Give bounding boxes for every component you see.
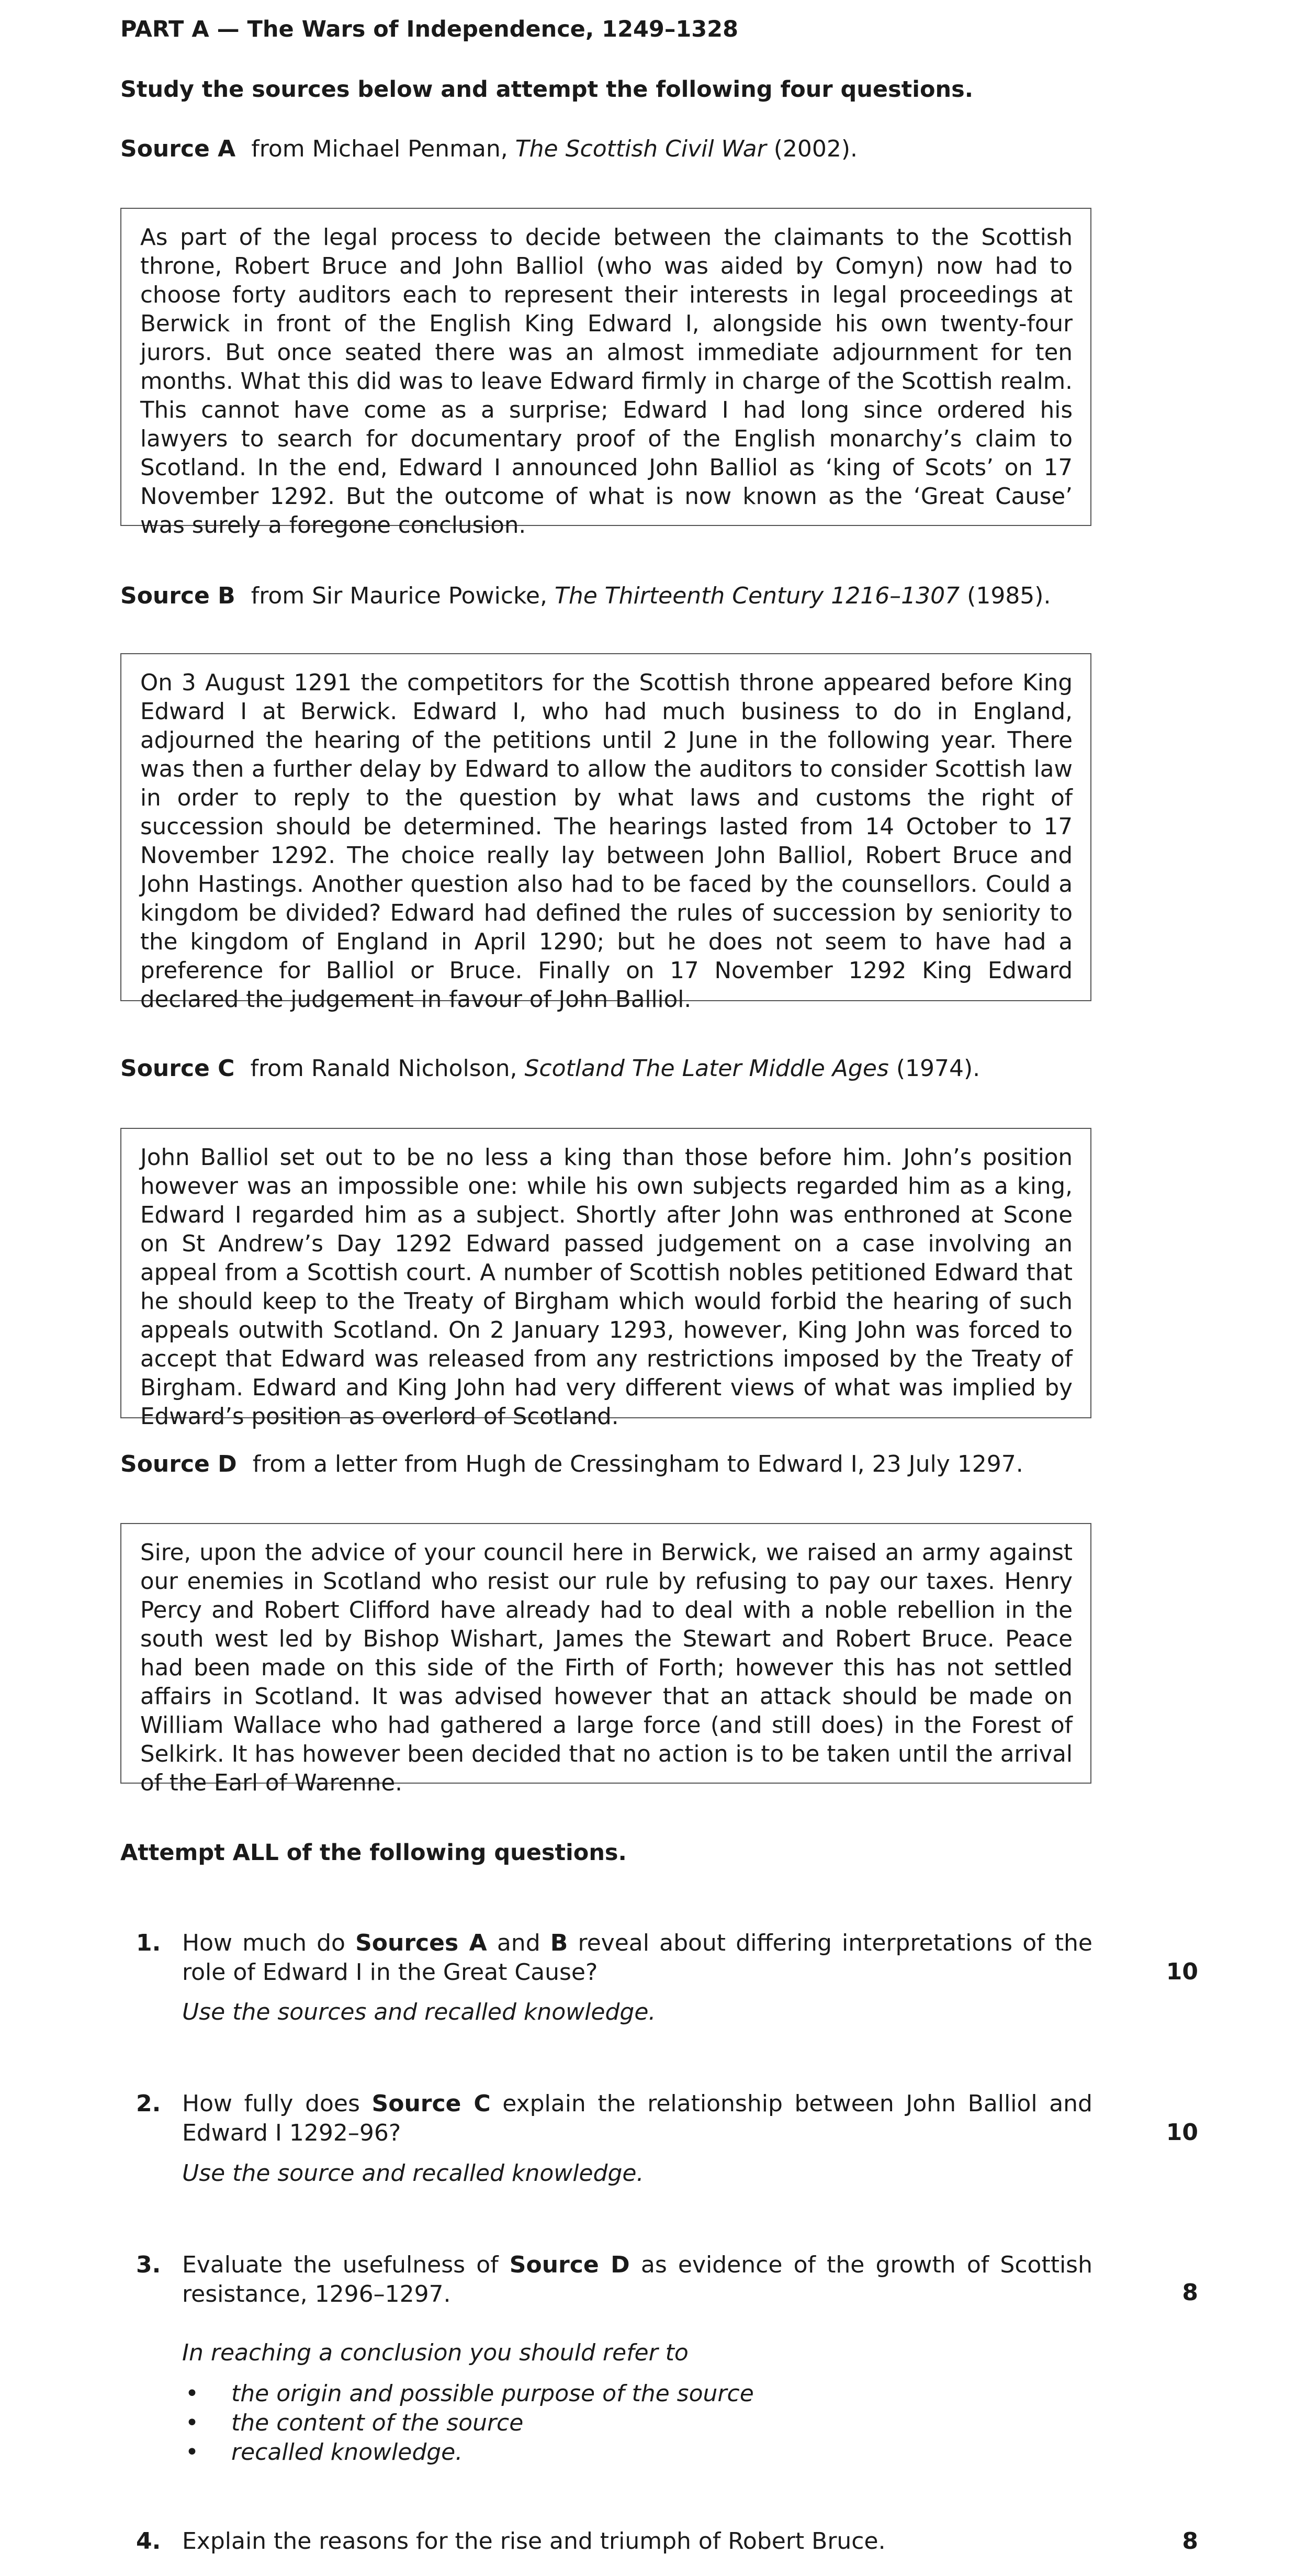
source-label: Source B: [120, 583, 235, 609]
question-1-marks: 10: [1166, 1958, 1198, 1985]
source-from: from a letter from Hugh de Cressingham to Edward I, 23 July 1297.: [252, 1451, 1023, 1477]
source-from: from Michael Penman,: [251, 136, 515, 162]
source-b-citation: [120, 581, 1051, 611]
bullet-dot: •: [185, 2439, 199, 2466]
question-3-text: Evaluate the usefulness of Source D as evidence of the growth of Scottish resistance, 1296–1297.: [182, 2252, 1092, 2308]
question-3-number: 3.: [136, 2252, 161, 2278]
question-1-text: How much do Sources A and B reveal about differing interpretations of the role of Edward I in the Great Cause?: [182, 1930, 1092, 1986]
question-3-marks: 8: [1182, 2279, 1198, 2306]
question-1-note: Use the sources and recalled knowledge.: [182, 1999, 656, 2025]
question-4-text: Explain the reasons for the rise and triumph of Robert Bruce.: [182, 2528, 886, 2555]
source-b-text: On 3 August 1291 the competitors for the Scottish throne appeared before King Edward I at Berwick. Edward I, who had much business to do in England, adjourned the hearing of the petitions until 2 June in the following year. There was then a further delay by Edward to allow the auditors to consider Scottish law in order to reply to the question by what laws and customs the right of succession should be determined. The hearings lasted from 14 October to 17 November 1292. The choice really lay between John Balliol, Robert Bruce and John Hastings. Another question also had to be faced by the counsellors. Could a kingdom be divided? Edward had defined the rules of succession by seniority to the kingdom of England in April 1290; but he does not seem to have had a preference for Balliol or Bruce. Finally on 17 November 1292 King Edward declared the judgement in favour of John Balliol.: [140, 670, 1073, 1013]
source-d-text: Sire, upon the advice of your council here in Berwick, we raised an army against our enemies in Scotland who resist our rule by refusing to pay our taxes. Henry Percy and Robert Clifford have already had to deal with a noble rebellion in the south west led by Bishop Wishart, James the Stewart and Robert Bruce. Peace had been made on this side of the Firth of Forth; however this has not settled affairs in Scotland. It was advised however that an attack should be made on William Wallace who had gathered a large force (and still does) in the Forest of Selkirk. It has however been decided that no action is to be taken until the arrival of the Earl of Warenne.: [140, 1540, 1073, 1796]
source-label: Source A: [120, 136, 236, 162]
source-book: Scotland The Later Middle Ages: [524, 1055, 889, 1082]
source-a-citation: [120, 135, 858, 164]
question-4-marks: 8: [1182, 2528, 1198, 2555]
source-year: (1985).: [960, 583, 1051, 609]
instruction: Study the sources below and attempt the following four questions.: [120, 76, 974, 103]
question-3-note: In reaching a conclusion you should refer to: [182, 2339, 689, 2366]
source-from: from Ranald Nicholson,: [250, 1055, 525, 1082]
bullet-item: • recalled knowledge.: [182, 2438, 754, 2467]
source-a-box: [120, 208, 1091, 539]
source-label: Source C: [120, 1055, 235, 1082]
source-book: The Scottish Civil War: [515, 136, 767, 162]
bullet-dot: •: [185, 2410, 199, 2436]
bullet-item: • the content of the source: [182, 2409, 754, 2438]
question-2-note: Use the source and recalled knowledge.: [182, 2160, 644, 2187]
bullet-dot: •: [185, 2380, 199, 2407]
source-year: (1974).: [888, 1055, 981, 1082]
source-c-text: John Balliol set out to be no less a king than those before him. John’s position however was an impossible one: while his own subjects regarded him as a king, Edward I regarded him as a subject. Shortly after John was enthroned at Scone on St Andrew’s Day 1292 Edward passed judgement on a case involving an appeal from a Scottish court. A number of Scottish nobles petitioned Edward that he should keep to the Treaty of Birgham which would forbid the hearing of such appeals outwith Scotland. On 2 January 1293, however, King John was forced to accept that Edward was released from any restrictions imposed by the Treaty of Birgham. Edward and King John had very different views of what was implied by Edward’s position as overlord of Scotland.: [140, 1145, 1073, 1430]
part-title: PART A — The Wars of Independence, 1249–1328: [120, 16, 739, 42]
attempt-all-heading: Attempt ALL of the following questions.: [120, 1840, 627, 1866]
source-label: Source D: [120, 1451, 237, 1477]
source-d-box: [120, 1523, 1091, 1796]
source-book: The Thirteenth Century 1216–1307: [554, 583, 960, 609]
bullet-item: • the origin and possible purpose of the source: [182, 2379, 754, 2409]
source-b-box: [120, 653, 1091, 1013]
question-3-bullets: [182, 2379, 754, 2467]
source-year: (2002).: [766, 136, 858, 162]
source-a-text: As part of the legal process to decide between the claimants to the Scottish throne, Robert Bruce and John Balliol (who was aided by Comyn) now had to choose forty auditors each to represent their interests in legal proceedings at Berwick in front of the English King Edward I, alongside his own twenty-four jurors. But once seated there was an almost immediate adjournment for ten months. What this did was to leave Edward firmly in charge of the Scottish realm. This cannot have come as a surprise; Edward I had long since ordered his lawyers to search for documentary proof of the English monarchy’s claim to Scotland. In the end, Edward I announced John Balliol as ‘king of Scots’ on 17 November 1292. But the outcome of what is now known as the ‘Great Cause’ was surely a foregone conclusion.: [140, 225, 1073, 539]
question-2-marks: 10: [1166, 2119, 1198, 2146]
source-d-citation: [120, 1450, 1023, 1479]
question-4-number: 4.: [136, 2528, 161, 2555]
question-2-text: How fully does Source C explain the relationship between John Balliol and Edward I 1292–96?: [182, 2090, 1092, 2146]
source-from: from Sir Maurice Powicke,: [251, 583, 555, 609]
source-c-citation: [120, 1054, 980, 1083]
source-c-box: [120, 1128, 1091, 1430]
question-1-number: 1.: [136, 1930, 161, 1956]
question-2-number: 2.: [136, 2090, 161, 2117]
